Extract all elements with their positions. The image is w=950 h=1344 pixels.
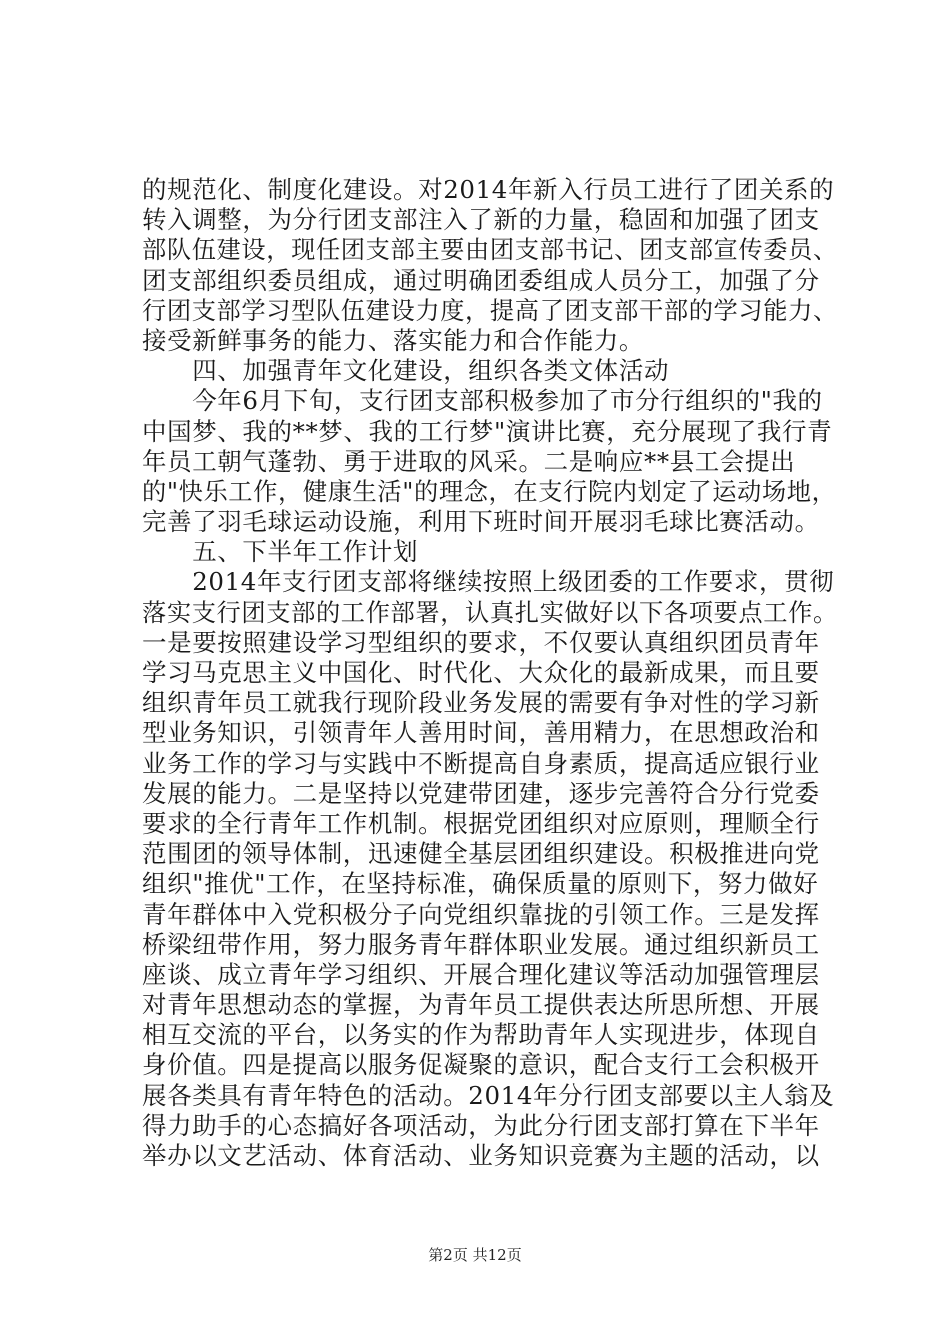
text-line: 接受新鲜事务的能力、落实能力和合作能力。 [142, 325, 644, 355]
text-line: 部队伍建设，现任团支部主要由团支部书记、团支部宣传委员、 [142, 235, 838, 265]
text-line: 相互交流的平台，以务实的作为帮助青年人实现进步，体现自 [142, 1020, 820, 1050]
text-line: 举办以文艺活动、体育活动、业务知识竞赛为主题的活动，以 [142, 1141, 820, 1170]
text-line: 的"快乐工作，健康生活"的理念，在支行院内划定了运动场地， [142, 476, 837, 506]
text-line: 落实支行团支部的工作部署，认真扎实做好以下各项要点工作。 [142, 597, 838, 627]
text-line: 四、加强青年文化建设，组织各类文体活动 [142, 356, 670, 386]
text-line: 团支部组织委员组成，通过明确团委组成人员分工，加强了分 [142, 265, 820, 295]
text-line: 型业务知识，引领青年人善用时间，善用精力，在思想政治和 [142, 718, 820, 748]
text-line: 中国梦、我的**梦、我的工行梦"演讲比赛，充分展现了我行青 [142, 416, 833, 446]
text-line: 年员工朝气蓬勃、勇于进取的风采。二是响应**县工会提出 [142, 446, 796, 476]
text-line: 的规范化、制度化建设。对2014年新入行员工进行了团关系的 [142, 175, 835, 204]
text-line: 范围团的领导体制，迅速健全基层团组织建设。积极推进向党 [142, 839, 820, 869]
text-line: 组织"推优"工作，在坚持标准，确保质量的原则下，努力做好 [142, 869, 819, 899]
text-line: 完善了羽毛球运动设施，利用下班时间开展羽毛球比赛活动。 [142, 507, 820, 537]
text-line: 五、下半年工作计划 [142, 537, 419, 567]
text-line: 座谈、成立青年学习组织、开展合理化建议等活动加强管理层 [142, 959, 820, 989]
text-line: 今年6月下旬，支行团支部积极参加了市分行组织的"我的 [142, 386, 823, 416]
text-line: 发展的能力。二是坚持以党建带团建，逐步完善符合分行党委 [142, 778, 820, 808]
body-text [142, 175, 842, 1171]
text-line: 对青年思想动态的掌握，为青年员工提供表达所思所想、开展 [142, 990, 820, 1020]
text-line: 业务工作的学习与实践中不断提高自身素质，提高适应银行业 [142, 748, 820, 778]
text-line: 2014年支行团支部将继续按照上级团委的工作要求，贯彻 [142, 567, 835, 597]
text-line: 得力助手的心态搞好各项活动，为此分行团支部打算在下半年 [142, 1110, 820, 1140]
page-footer: 第2页 共12页 [428, 1246, 522, 1264]
text-line: 展各类具有青年特色的活动。2014年分行团支部要以主人翁及 [142, 1080, 835, 1110]
text-line: 一是要按照建设学习型组织的要求，不仅要认真组织团员青年 [142, 627, 820, 657]
text-line: 组织青年员工就我行现阶段业务发展的需要有争对性的学习新 [142, 688, 820, 718]
text-line: 身价值。四是提高以服务促凝聚的意识，配合支行工会积极开 [142, 1050, 820, 1080]
text-line: 桥梁纽带作用，努力服务青年群体职业发展。通过组织新员工 [142, 929, 820, 959]
text-line: 转入调整，为分行团支部注入了新的力量，稳固和加强了团支 [142, 205, 820, 235]
text-line: 行团支部学习型队伍建设力度，提高了团支部干部的学习能力、 [142, 295, 838, 325]
text-line: 学习马克思主义中国化、时代化、大众化的最新成果，而且要 [142, 658, 820, 687]
text-line: 青年群体中入党积极分子向党组织靠拢的引领工作。三是发挥 [142, 899, 820, 929]
text-line: 要求的全行青年工作机制。根据党团组织对应原则，理顺全行 [142, 808, 820, 838]
